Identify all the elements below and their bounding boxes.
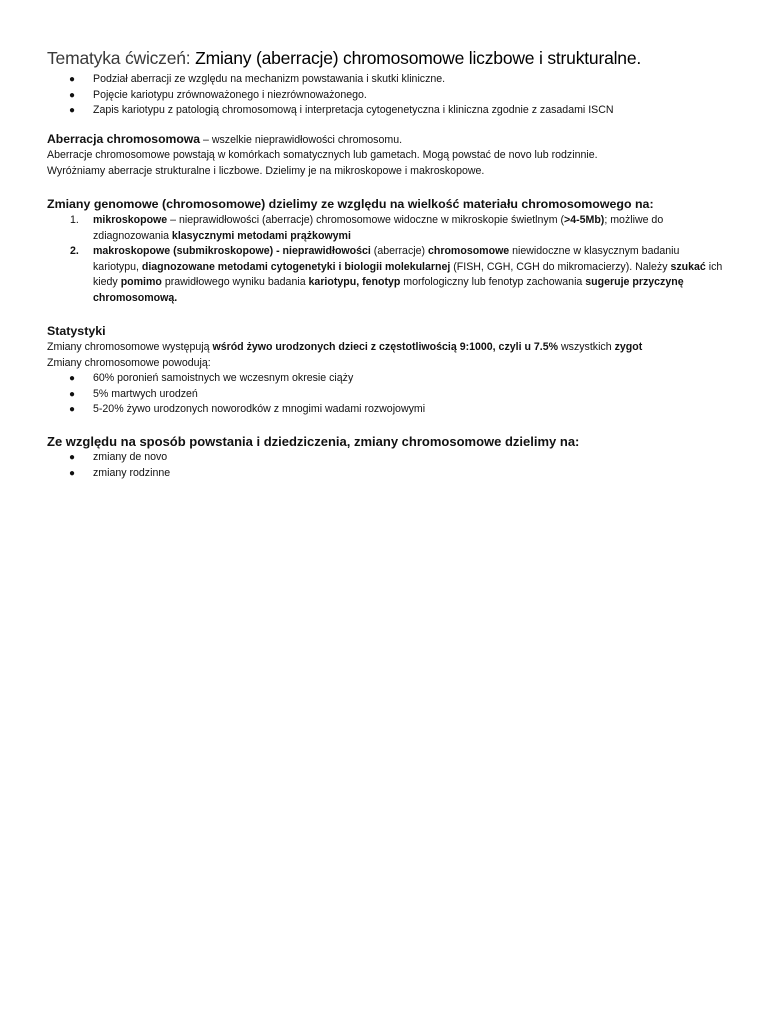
origin-heading: Ze względu na sposób powstania i dziedziczenia, zmiany chromosomowe dzielimy na: <box>47 434 580 450</box>
list-item: ● Pojęcie kariotypu zrównoważonego i niezrównoważonego. <box>93 88 727 104</box>
section-genomic <box>47 196 727 306</box>
aberracja-line3: Wyróżniamy aberracje strukturalne i liczbowe. Dzielimy je na mikroskopowe i makroskopowe. <box>47 164 485 177</box>
stats-heading: Statystyki <box>47 324 106 339</box>
genomic-numbered-list <box>47 213 727 306</box>
list-item: ● zmiany rodzinne <box>93 466 727 482</box>
section-origin <box>47 433 727 481</box>
aberracja-term: Aberracja chromosomowa <box>47 131 201 146</box>
list-item: ● Zapis kariotypu z patologią chromosomową i interpretacja cytogenetyczna i kliniczna zgodnie z zasadami ISCN <box>93 103 727 119</box>
aberracja-definition: Aberracja chromosomowa – wszelkie nieprawidłowości chromosomu. <box>47 131 403 146</box>
section-aberracja <box>47 132 727 180</box>
list-item: ● zmiany de novo <box>93 450 727 466</box>
bullet-icon: ● <box>69 388 76 400</box>
document-page <box>47 46 727 481</box>
stats-bullet-list <box>47 371 727 418</box>
bullet-icon: ● <box>69 105 76 117</box>
list-item: ● 5-20% żywo urodzonych noworodków z mnogimi wadami rozwojowymi <box>93 402 727 418</box>
section-stats <box>47 323 727 418</box>
list-item: ● 60% poronień samoistnych we wczesnym okresie ciąży <box>93 371 727 387</box>
genomic-heading: Zmiany genomowe (chromosomowe) dzielimy ze względu na wielkość materiału chromosomowego na: <box>47 197 654 212</box>
page-title <box>47 46 727 70</box>
stats-line1: Zmiany chromosomowe występują wśród żywo urodzonych dzieci z częstotliwością 9:1000, czyli u 7.5% wszystkich zygot <box>47 341 643 354</box>
bullet-icon: ● <box>69 89 76 101</box>
bullet-icon: ● <box>69 373 76 385</box>
bullet-icon: ● <box>69 467 76 479</box>
list-item: 2. makroskopowe (submikroskopowe) - nieprawidłowości (aberracje) chromosomowe niewidoczne w klasycznym badaniu kariotypu, diagnozowane metodami cytogenetyki i biologii molekularnej (FISH, CGH, CGH do mikromacierzy). Należy szukać ich kiedy pomimo prawidłowego wyniku badania kariotypu, fenotyp morfologiczny lub fenotyp zachowania sugeruje przyczynę chromosomową. <box>70 245 723 304</box>
list-item: ● 5% martwych urodzeń <box>93 387 727 403</box>
intro-bullet-list <box>47 72 727 119</box>
bullet-icon: ● <box>69 404 76 416</box>
aberracja-line2: Aberracje chromosomowe powstają w komórkach somatycznych lub gametach. Mogą powstać de novo lub rodzinnie. <box>47 149 598 162</box>
stats-line2: Zmiany chromosomowe powodują: <box>47 356 211 369</box>
list-item: ● Podział aberracji ze względu na mechanizm powstawania i skutki kliniczne. <box>93 72 727 88</box>
title-main: Zmiany (aberracje) chromosomowe liczbowe i strukturalne. <box>195 48 642 68</box>
title-prefix: Tematyka ćwiczeń: <box>47 48 196 68</box>
list-item: 1. mikroskopowe – nieprawidłowości (aberracje) chromosomowe widoczne w mikroskopie świetlnym (>4-5Mb); możliwe do zdiagnozowania klasycznymi metodami prążkowymi <box>70 214 664 242</box>
origin-bullet-list <box>47 450 727 481</box>
bullet-icon: ● <box>69 74 76 85</box>
bullet-icon: ● <box>69 452 76 464</box>
